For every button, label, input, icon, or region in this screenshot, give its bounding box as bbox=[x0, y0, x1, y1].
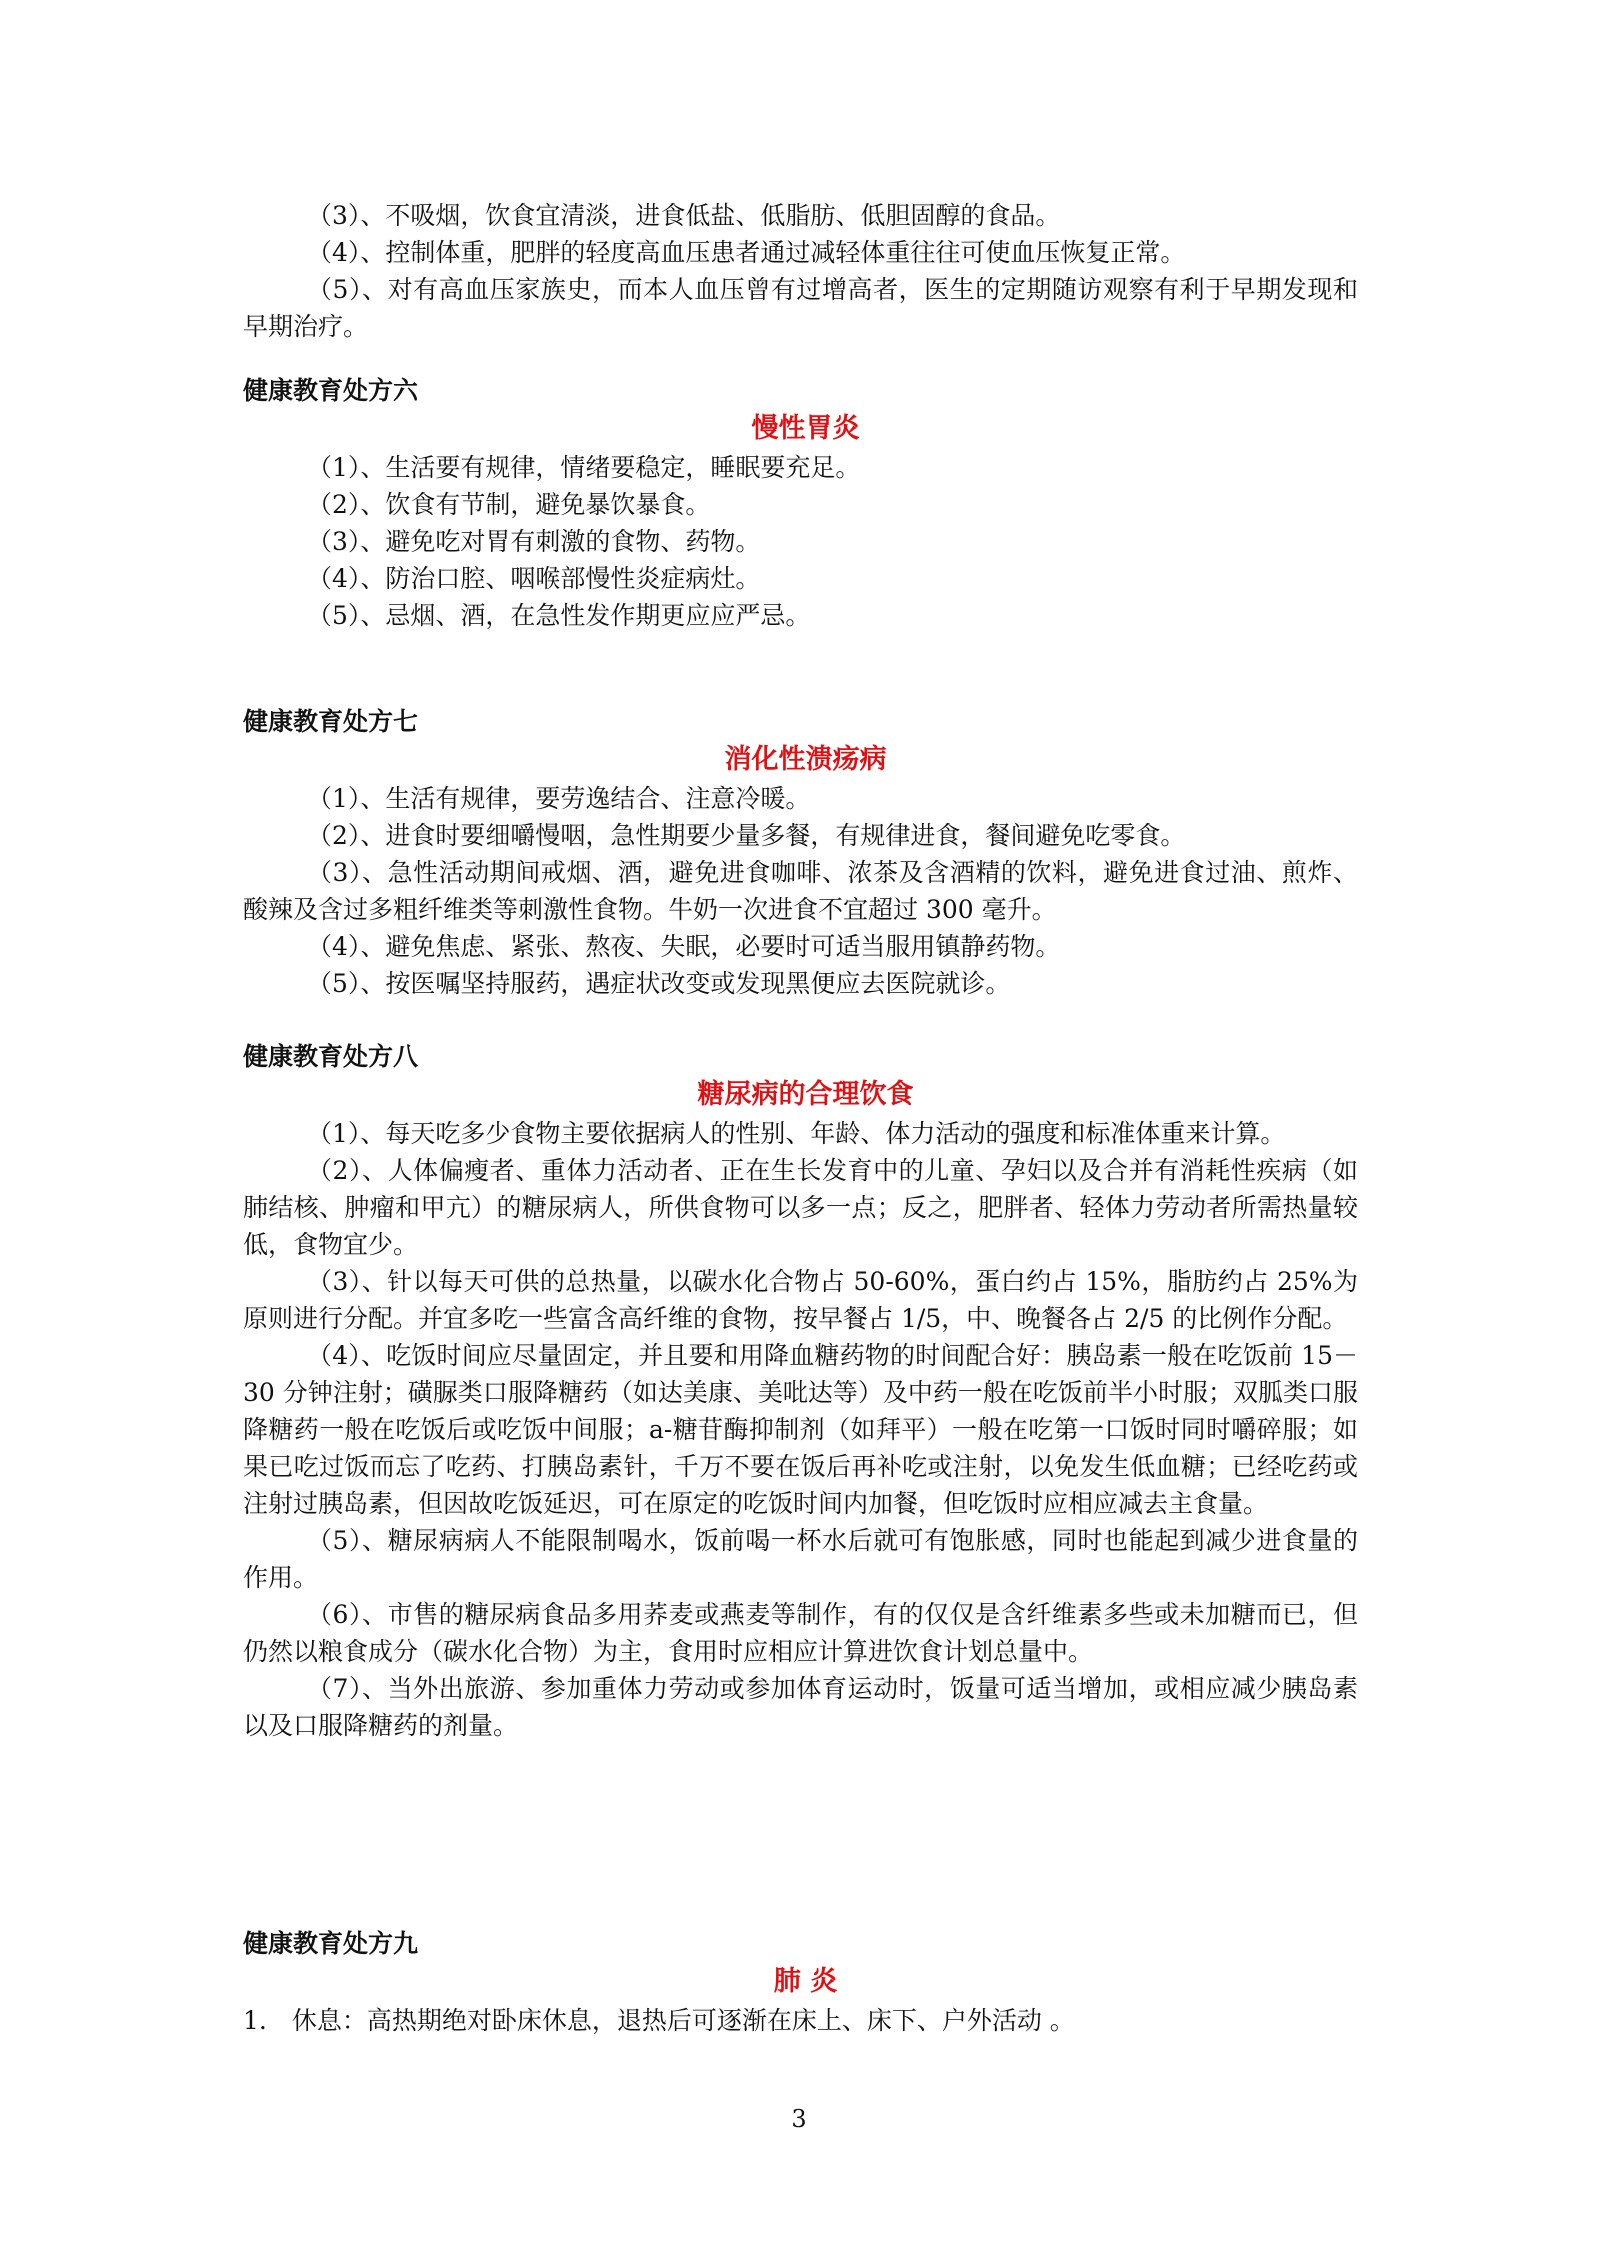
section-7-item: （4）、避免焦虑、紧张、熬夜、失眠，必要时可适当服用镇静药物。 bbox=[307, 932, 1061, 961]
section-7-item: （5）、按医嘱坚持服药，遇症状改变或发现黑便应去医院就诊。 bbox=[307, 969, 1011, 998]
section-6-heading: 健康教育处方六 bbox=[243, 376, 419, 405]
section-9-title: 肺 炎 bbox=[773, 1966, 838, 1997]
section-6-item: （4）、防治口腔、咽喉部慢性炎症病灶。 bbox=[307, 564, 761, 593]
section-7 bbox=[243, 703, 1358, 1002]
section-9-heading: 健康教育处方九 bbox=[243, 1929, 419, 1958]
section-7-item: （1）、生活有规律，要劳逸结合、注意冷暖。 bbox=[307, 784, 811, 813]
section-6-item: （2）、饮食有节制，避免暴饮暴食。 bbox=[307, 490, 711, 519]
hypertension-tips-continued bbox=[243, 197, 1358, 345]
section-7-item: （3）、急性活动期间戒烟、酒，避免进食咖啡、浓茶及含酒精的饮料，避免进食过油、煎炸、酸辣及含过多粗纤维类等刺激性食物。牛奶一次进食不宜超过 300 毫升。 bbox=[243, 858, 1358, 924]
section-8-item: （6）、市售的糖尿病食品多用荞麦或燕麦等制作，有的仅仅是含纤维素多些或未加糖而已，但仍然以粮食成分（碳水化合物）为主，食用时应相应计算进饮食计划总量中。 bbox=[243, 1600, 1358, 1666]
section-8-item: （3）、针以每天可供的总热量，以碳水化合物占 50-60%，蛋白约占 15%，脂肪约占 25%为原则进行分配。并宜多吃一些富含高纤维的食物，按早餐占 1/5，中、晚餐各占 2/5 的比例作分配。 bbox=[243, 1267, 1358, 1333]
section-8 bbox=[243, 1038, 1358, 1744]
section-8-item: （2）、人体偏瘦者、重体力活动者、正在生长发育中的儿童、孕妇以及合并有消耗性疾病（如肺结核、肿瘤和甲亢）的糖尿病人，所供食物可以多一点；反之，肥胖者、轻体力劳动者所需热量较低，食物宜少。 bbox=[243, 1156, 1358, 1259]
intro-item-4: （4）、控制体重，肥胖的轻度高血压患者通过减轻体重往往可使血压恢复正常。 bbox=[307, 238, 1186, 267]
section-6-title: 慢性胃炎 bbox=[751, 413, 860, 444]
page-number: 3 bbox=[791, 2105, 807, 2133]
section-6-item: （5）、忌烟、酒，在急性发作期更应应严忌。 bbox=[307, 601, 811, 630]
section-8-item: （1）、每天吃多少食物主要依据病人的性别、年龄、体力活动的强度和标准体重来计算。 bbox=[307, 1119, 1286, 1148]
section-9 bbox=[243, 1925, 1358, 2039]
section-6 bbox=[243, 372, 1358, 634]
section-8-item: （5）、糖尿病病人不能限制喝水，饭前喝一杯水后就可有饱胀感，同时也能起到减少进食量的作用。 bbox=[243, 1526, 1358, 1592]
section-8-item: （7）、当外出旅游、参加重体力劳动或参加体育运动时，饭量可适当增加，或相应减少胰岛素以及口服降糖药的剂量。 bbox=[243, 1674, 1358, 1740]
intro-item-5: （5）、对有高血压家族史，而本人血压曾有过增高者，医生的定期随访观察有利于早期发现和早期治疗。 bbox=[243, 275, 1358, 341]
section-7-heading: 健康教育处方七 bbox=[243, 707, 419, 736]
intro-item-3: （3）、不吸烟，饮食宜清淡，进食低盐、低脂肪、低胆固醇的食品。 bbox=[307, 201, 1061, 230]
section-8-heading: 健康教育处方八 bbox=[243, 1042, 419, 1071]
section-9-item: 1. 休息：高热期绝对卧床休息，退热后可逐渐在床上、床下、户外活动 。 bbox=[243, 2006, 1075, 2035]
section-6-item: （3）、避免吃对胃有刺激的食物、药物。 bbox=[307, 527, 761, 556]
section-6-item: （1）、生活要有规律，情绪要稳定，睡眠要充足。 bbox=[307, 453, 861, 482]
section-7-item: （2）、进食时要细嚼慢咽，急性期要少量多餐，有规律进食，餐间避免吃零食。 bbox=[307, 821, 1186, 850]
section-8-title: 糖尿病的合理饮食 bbox=[697, 1079, 914, 1110]
section-8-item: （4）、吃饭时间应尽量固定，并且要和用降血糖药物的时间配合好：胰岛素一般在吃饭前 15－30 分钟注射；磺脲类口服降糖药（如达美康、美吡达等）及中药一般在吃饭前半小时服；双胍类口服降糖药一般在吃饭后或吃饭中间服；a-糖苷酶抑制剂（如拜平）一般在吃第一口饭时同时嚼碎服；如果已吃过饭而忘了吃药、打胰岛素针，千万不要在饭后再补吃或注射，以免发生低血糖；已经吃药或注射过胰岛素，但因故吃饭延迟，可在原定的吃饭时间内加餐，但吃饭时应相应减去主食量。 bbox=[243, 1341, 1358, 1518]
section-7-title: 消化性溃疡病 bbox=[724, 744, 887, 775]
